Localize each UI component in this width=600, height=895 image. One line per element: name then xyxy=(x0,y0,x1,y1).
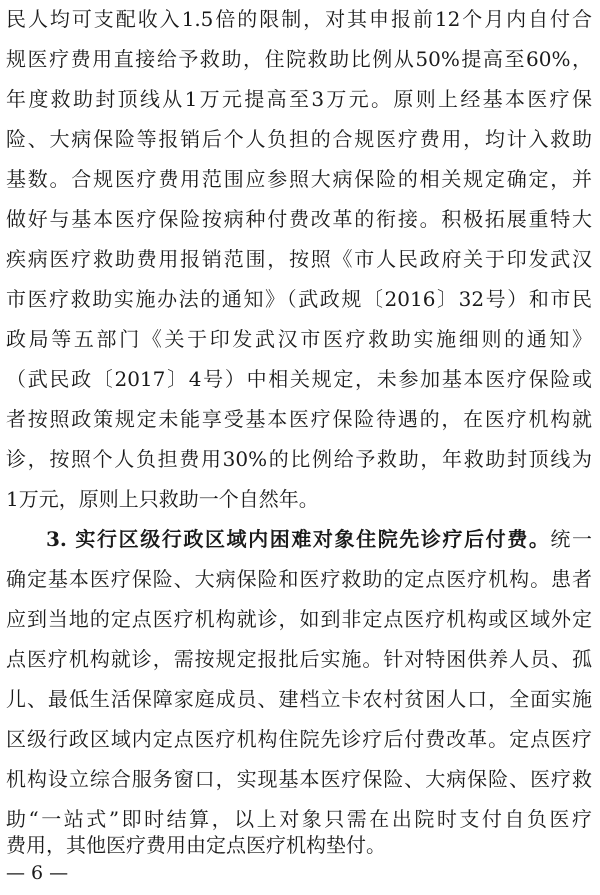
paragraph-2-line-2: 确定基本医疗保险、大病保险和医疗救助的定点医疗机构。患者 xyxy=(6,567,592,591)
section-3-heading: 3. 实行区级行政区域内困难对象住院先诊疗后付费。 xyxy=(46,527,551,551)
paragraph-1-line-6: 做好与基本医疗保险按病种付费改革的衔接。积极拓展重特大 xyxy=(6,207,592,231)
paragraph-1-line-8: 市医疗救助实施办法的通知》（武政规〔2016〕32号）和市民 xyxy=(6,287,592,311)
paragraph-1-line-2: 规医疗费用直接给予救助，住院救助比例从50%提高至60%， xyxy=(6,47,592,71)
page-number: — 6 — xyxy=(6,862,69,884)
paragraph-2-line-7: 机构设立综合服务窗口，实现基本医疗保险、大病保险、医疗救 xyxy=(6,767,592,791)
paragraph-2-line-4: 点医疗机构就诊，需按规定报批后实施。针对特困供养人员、孤 xyxy=(6,647,592,671)
paragraph-2-line-3: 应到当地的定点医疗机构就诊，如到非定点医疗机构或区域外定 xyxy=(6,607,592,631)
paragraph-2-line-5: 儿、最低生活保障家庭成员、建档立卡农村贫困人口，全面实施 xyxy=(6,687,592,711)
paragraph-2-line-1-rest: 统一 xyxy=(550,527,592,551)
paragraph-1-line-13: 1万元，原则上只救助一个自然年。 xyxy=(6,487,319,511)
paragraph-2-line-9: 费用，其他医疗费用由定点医疗机构垫付。 xyxy=(6,833,386,857)
paragraph-1-line-10: （武民政〔2017〕4号）中相关规定，未参加基本医疗保险或 xyxy=(6,367,592,391)
paragraph-1-line-4: 险、大病保险等报销后个人负担的合规医疗费用，均计入救助 xyxy=(6,127,592,151)
paragraph-1-line-1: 民人均可支配收入1.5倍的限制，对其申报前12个月内自付合 xyxy=(6,7,592,31)
paragraph-1-line-7: 疾病医疗救助费用报销范围，按照《市人民政府关于印发武汉 xyxy=(6,247,592,271)
paragraph-1-line-11: 者按照政策规定未能享受基本医疗保险待遇的，在医疗机构就 xyxy=(6,407,592,431)
paragraph-1-line-5: 基数。合规医疗费用范围应参照大病保险的相关规定确定，并 xyxy=(6,167,592,191)
paragraph-1-line-12: 诊，按照个人负担费用30%的比例给予救助，年救助封顶线为 xyxy=(6,447,592,471)
paragraph-1-line-3: 年度救助封顶线从1万元提高至3万元。原则上经基本医疗保 xyxy=(6,87,592,111)
paragraph-2-line-1 xyxy=(46,519,592,559)
paragraph-2-line-6: 区级行政区域内定点医疗机构住院先诊疗后付费改革。定点医疗 xyxy=(6,727,592,751)
paragraph-2-line-8: 助“一站式”即时结算，以上对象只需在出院时支付自负医疗 xyxy=(6,807,592,831)
paragraph-1-line-9: 政局等五部门《关于印发武汉市医疗救助实施细则的通知》 xyxy=(6,327,592,351)
